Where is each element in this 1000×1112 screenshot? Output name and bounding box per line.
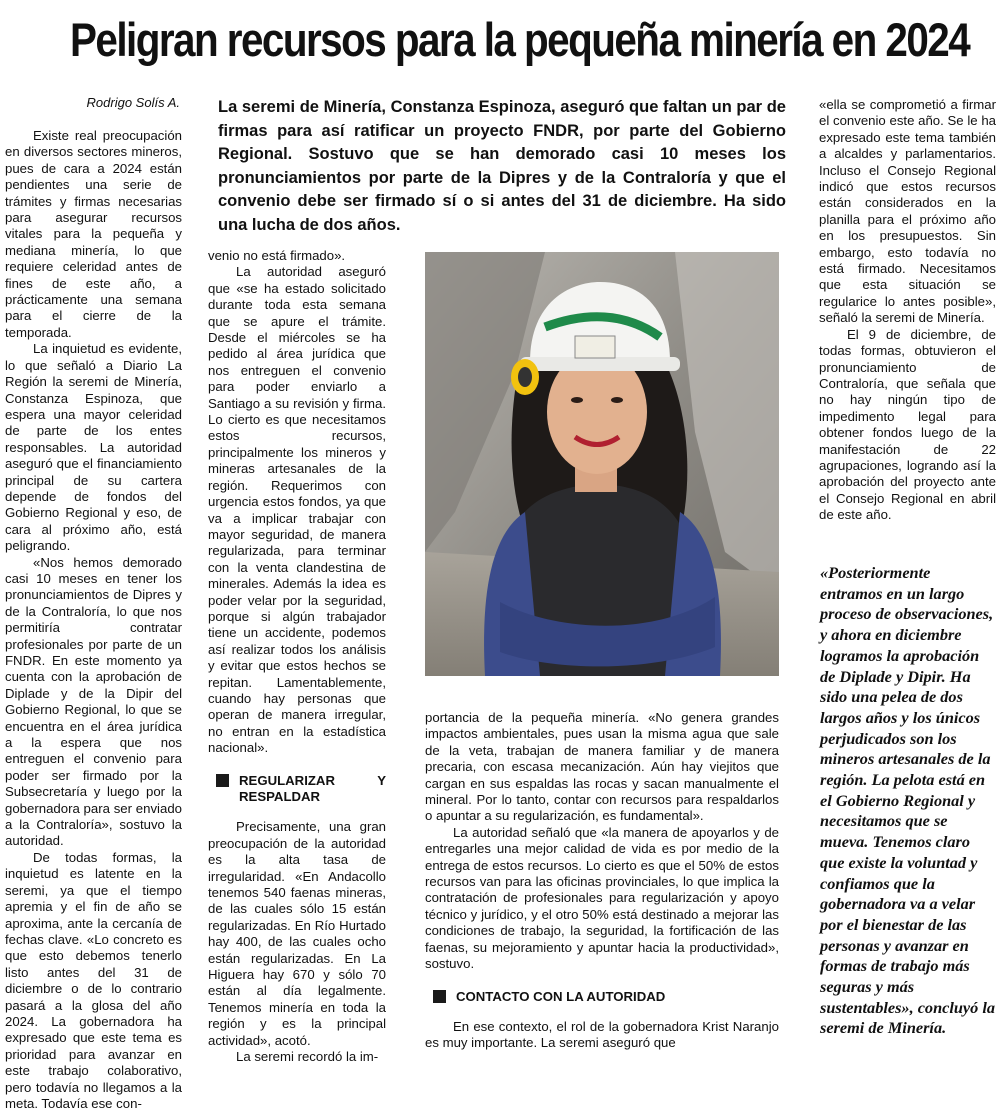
subhead-label: REGULARIZAR Y RESPALDAR xyxy=(239,772,386,804)
body-paragraph: «Nos hemos demorado casi 10 meses en tener los pronunciamientos de Dipres y de la Contraloría, lo que nos permitiría contratar profesionales por parte de un FNDR. En este momento ya cuenta con la aprobación de Diplade y de la Dipir del Gobierno Regional, lo que se encuentra en el área jurídica a la espera que nos entreguen el convenio para poder ser firmado por la Subsecretaría y luego por la gobernadora para ser enviado a la Contraloría», sostuvo la autoridad. xyxy=(5,554,182,849)
body-paragraph: La inquietud es evidente, lo que señaló a Diario La Región la seremi de Minería, Constanza Espinoza, que espera una mayor celeridad de parte de los entes responsables. La autoridad aseguró que el financiamiento principal de su cartera depende de fondos del Gobierno Regional y eso, de cara al próximo año, está peligrando. xyxy=(5,341,182,554)
body-paragraph: La autoridad aseguró que «se ha estado solicitado durante toda esta semana que se apure el trámite. Desde el miércoles se ha pedido al área jurídica que nos entreguen el convenio para poder enviarlo a Santiago a su revisión y firma. Lo cierto es que necesitamos estos recursos, principalmente los mineros y mineras artesanales de la región. Requerimos con urgencia estos fondos, ya que va a implicar trabajar con mayor seguridad, de manera regularizada, para terminar con la venta clandestina de minerales. Además la idea es poder velar por la seguridad, porque si algún trabajador tiene un accidente, podemos así realizar todos los análisis y evitar que estos hechos se repitan. Lamentablemente, cuando hay personas que operan de manera irregular, no entran en la estadística nacional». xyxy=(208,264,386,756)
woman-in-hard-hat-photo xyxy=(425,252,779,676)
headline: Peligran recursos para la pequeña minería en 2024 xyxy=(70,13,970,66)
subhead-label: CONTACTO CON LA AUTORIDAD xyxy=(456,988,666,1004)
body-paragraph: La seremi recordó la im- xyxy=(236,1049,379,1065)
square-bullet-icon xyxy=(216,774,229,787)
column-2 xyxy=(208,248,386,1066)
column-1 xyxy=(5,128,182,1112)
body-paragraph: La autoridad señaló que «la manera de apoyarlos y de entregarles una mejor calidad de vida es por medio de la entrega de estos recursos. Lo cierto es que el 50% de estos recursos van para las oficinas provinciales, lo que implica la contratación de profesionales para regularización y apoyo técnico y jurídico, y el otro 50% está destinado a mejorar las condiciones de trabajo, la seguridad, la fortificación de las faenas, su mejoramiento y apuntar hacia la productividad», sostuvo. xyxy=(425,824,779,972)
article-photo xyxy=(425,252,779,676)
body-paragraph: venio no está firmado». xyxy=(208,248,346,263)
body-paragraph: De todas formas, la inquietud es latente en la seremi, ya que el tiempo apremia y el fin de año se aproxima, ante la cercanía de fechas clave. «Lo concreto es que esto debemos tenerlo listo antes del 31 de diciembre o de lo contrario pasará a la glosa del año 2024. La gobernadora ha expresado que este tema es prioridad para avanzar en este trabajo colaborativo, pero todavía no llegamos a la meta. Todavía ese con- xyxy=(5,849,182,1111)
body-paragraph: «ella se comprometió a firmar el convenio este año. Se le ha expresado este tema también a alcaldes y parlamentarios. Incluso el Consejo Regional indicó que estos recursos están considerados en la planilla para el próximo año en los presupuestos. Sin embargo, esto todavía no está firmado. Necesitamos que esta situación se regularice lo antes posible», señaló la seremi de Minería. xyxy=(819,97,996,326)
section-subhead xyxy=(208,773,386,806)
body-paragraph: En ese contexto, el rol de la gobernadora Krist Naranjo es muy importante. La seremi aseguró que xyxy=(425,1018,779,1051)
square-bullet-icon xyxy=(433,990,446,1003)
pull-quote: «Posteriormente entramos en un largo proceso de observaciones, y ahora en diciembre logramos la aprobación de Diplade y Dipir. Ha sido una pelea de dos largos años y los únicos perjudicados son los mineros artesanales de la región. La pelota está en el Gobierno Regional y necesitamos que se mueva. Tenemos claro que existe la voluntad y confiamos que la gobernadora va a velar por el bienestar de las personas y avanzar en formas de trabajo más seguras y más sustentables», concluyó la seremi de Minería. xyxy=(820,563,996,1038)
column-4 xyxy=(819,97,996,524)
section-subhead xyxy=(425,989,779,1005)
lead-paragraph: La seremi de Minería, Constanza Espinoza, aseguró que faltan un par de firmas para así ratificar un proyecto FNDR, por parte del Gobierno Regional. Sostuvo que se han demorado casi 10 meses los pronunciamientos por parte de la Dipres y de la Contraloría y que el convenio debe ser firmado sí o si antes del 31 de diciembre. Ha sido una lucha de dos años. xyxy=(218,98,786,234)
body-paragraph: portancia de la pequeña minería. «No genera grandes impactos ambientales, pues usan la misma agua que sale de la veta, trabajan de manera familiar y de manera precaria, con escasa mecanización. Aún hay viejitos que cargan en sus espaldas las rocas y sacan manualmente el mineral. Por lo tanto, contar con recursos para respaldarlos o apuntar a su regularización, es fundamental». xyxy=(425,710,779,824)
body-paragraph: Existe real preocupación en diversos sectores mineros, pues de cara a 2024 están pendientes una serie de trámites y firmas necesarias para asegurar recursos vitales para la pequeña y mediana minería, lo que requiere celeridad antes de fines de este año, a prácticamente una semana para el cierre de la temporada. xyxy=(5,128,182,340)
body-paragraph: El 9 de diciembre, de todas formas, obtuvieron el pronunciamiento de Contraloría, que señala que no hay ningún tipo de impedimento legal para obtener fondos luego de la manifestación de 22 agrupaciones, logrando así la aprobación del proyecto ante el Consejo Regional en abril de este año. xyxy=(819,326,996,523)
body-paragraph: Precisamente, una gran preocupación de la autoridad es la alta tasa de irregularidad. «En Andacollo tenemos 540 faenas mineras, de las cuales sólo 15 están regularizadas. En Río Hurtado hay 400, de las cuales ocho están regularizadas. En La Higuera hay 670 y sólo 70 están al día legalmente. Tenemos minería en toda la región y es la principal actividad», acotó. xyxy=(208,819,386,1048)
column-3 xyxy=(425,710,779,1052)
byline: Rodrigo Solís A. xyxy=(86,95,180,110)
